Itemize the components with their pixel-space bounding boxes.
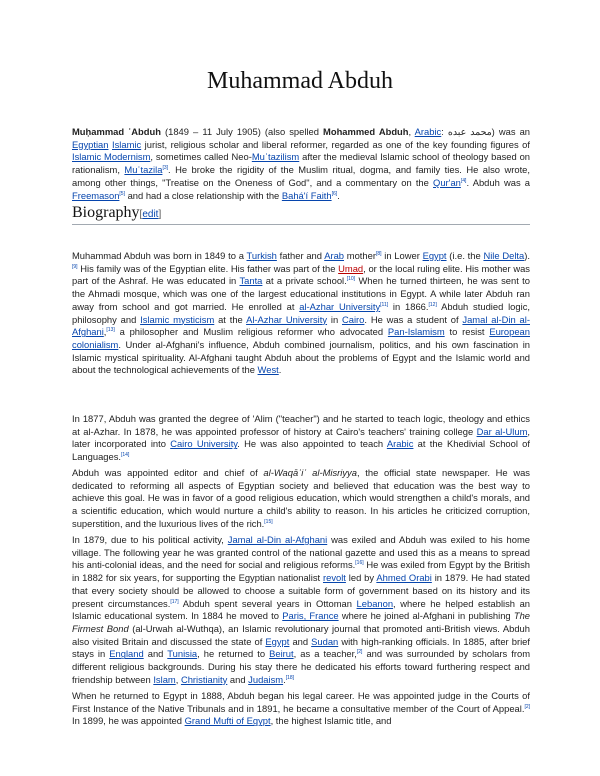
islamic-link[interactable]: Islamic bbox=[112, 138, 142, 150]
biography-paragraph-2: In 1877, Abduh was granted the degree of 'Alim ("teacher") and he started to teach logic, theology and ethics at al-Azhar. In 1878, he was appointed professor of history at Cairo's teachers' training college Dar al-Ulum, later incorporated into Cairo University. He was also appointed to teach Arabic at the Khedivial School of Languages.[14] bbox=[72, 413, 530, 463]
arabic-link[interactable]: Arabic bbox=[414, 126, 442, 137]
citation[interactable]: [17] bbox=[170, 598, 179, 605]
afghani-link-2[interactable]: Jamal al-Din al-Afghani bbox=[227, 534, 328, 545]
dar-al-ulum-link[interactable]: Dar al-Ulum bbox=[476, 425, 528, 437]
arabic-name: : محمد عبده bbox=[441, 126, 492, 137]
egyptian-link[interactable]: Egyptian bbox=[72, 138, 109, 150]
beirut-link[interactable]: Beirut bbox=[269, 648, 294, 660]
revolt-link[interactable]: revolt bbox=[322, 572, 346, 584]
cairo-link[interactable]: Cairo bbox=[341, 313, 365, 325]
tunisia-link[interactable]: Tunisia bbox=[167, 648, 198, 660]
arab-link[interactable]: Arab bbox=[324, 250, 345, 261]
citation[interactable]: [9] bbox=[72, 263, 78, 270]
islamic-modernism-link[interactable]: Islamic Modernism bbox=[72, 151, 151, 163]
islam-link[interactable]: Islam bbox=[153, 673, 176, 685]
lead-text: . He broke the rigidity of the Muslim ritual, dogma, and family ties. He also wrote, among other things, "Treatise on the Oneness of God", and a commentary on the bbox=[72, 164, 530, 188]
lead-text: after the medieval Islamic school of theology based on rationalism, bbox=[72, 151, 530, 176]
pan-islamism-link[interactable]: Pan-Islamism bbox=[387, 326, 445, 338]
citation[interactable]: [10] bbox=[346, 276, 356, 283]
quran-link[interactable]: Qur'an bbox=[433, 176, 461, 188]
ahmed-orabi-link[interactable]: Ahmed Orabi bbox=[376, 572, 432, 584]
section-heading-biography bbox=[72, 204, 530, 225]
west-link[interactable]: West bbox=[257, 364, 279, 376]
citation[interactable]: [11] bbox=[380, 301, 389, 308]
afghani-link[interactable]: Jamal al-Din al-Afghani bbox=[72, 313, 530, 338]
biography-paragraph-3: Abduh was appointed editor and chief of al-Waqāʾiʿ al-Misriyya, the official state newspaper. He was dedicated to reforming all aspects of Egyptian society and believed that education was the best way to achieve this goal. He was in favor of a good religious education, which would strengthen a child's morals, and a scientific education, which would nurture a child's ability to reason. In his articles he criticized corruption, superstition, and the luxurious lives of the rich.[15] bbox=[72, 467, 530, 529]
page-title: Muhammad Abduh bbox=[207, 68, 393, 94]
al-azhar-link[interactable]: al-Azhar University bbox=[299, 300, 381, 312]
nile-delta-link[interactable]: Nile Delta bbox=[483, 250, 525, 261]
biography-paragraph-4: In 1879, due to his political activity, Jamal al-Din al-Afghani was exiled and Abduh was exiled to his home village. The following year he was granted control of the national gazette and used this as a means to spread his anti-colonial ideas, and the need for social and religious reforms.[16] He was exiled from Egypt by the British in 1882 for six years, for supporting the Egyptian nationalist revolt led by Ahmed Orabi in 1879. He had stated that every society should be allowed to choose a suitable form of government based on its history and its present circumstances.[17] Abduh spent several years in Ottoman Lebanon, where he helped establish an Islamic educational system. In 1884 he moved to Paris, France where he joined al-Afghani in publishing The Firmest Bond (al-Urwah al-Wuthqa), an Islamic revolutionary journal that promoted anti-British views. Abduh also visited Britain and discussed the state of Egypt and Sudan with high-ranking officials. In 1885, after brief stays in England and Tunisia, he returned to Beirut, as a teacher,[2] and was surrounded by scholars from different religious backgrounds. During his stay there he dedicated his efforts toward furthering respect and friendship between Islam, Christianity and Judaism.[18] bbox=[72, 534, 531, 685]
bahai-link[interactable]: Bahá'í Faith bbox=[281, 189, 332, 201]
tanta-link[interactable]: Tanta bbox=[239, 275, 263, 287]
mutazila-link[interactable]: Muʿtazila bbox=[124, 164, 163, 176]
england-link[interactable]: England bbox=[109, 648, 144, 660]
citation[interactable]: [5] bbox=[119, 190, 125, 197]
lead-text: and had a close relationship with the bbox=[124, 189, 282, 201]
sudan-link[interactable]: Sudan bbox=[311, 635, 339, 647]
lead-name: Muḥammad ʿAbduh bbox=[72, 126, 161, 137]
lead-text: . Abduh was a bbox=[466, 176, 531, 188]
judaism-link[interactable]: Judaism bbox=[248, 673, 284, 685]
citation[interactable]: [15] bbox=[264, 518, 273, 525]
citation[interactable]: [8] bbox=[375, 250, 382, 257]
citation[interactable]: [13] bbox=[106, 327, 115, 334]
biography-paragraph-1: Muhammad Abduh was born in 1849 to a Turkish father and Arab mother[8] in Lower Egypt (i.e. the Nile Delta).[9] His family was of the Egyptian elite. His father was part of the Umad, or the local ruling elite. His mother was part of the Ashraf. He was educated in Tanta at a private school.[10] When he turned thirteen, he was sent to the Ahmadi mosque, which was one of the largest educational institutions in Egypt. A while later Abduh ran away from school and got married. He enrolled at al-Azhar University[11] in 1866.[12] Abduh studied logic, philosophy and Islamic mysticism at the Al-Azhar University in Cairo. He was a student of Jamal al-Din al-Afghani,[13] a philosopher and Muslim religious reformer who advocated Pan-Islamism to resist European colonialism. Under al-Afghani's influence, Abduh combined journalism, politics, and his own fascination in Islamic mystical spirituality. Al-Afghani taught Abduh about the problems of Egypt and the Islamic world and about the technological achievements of the West. bbox=[72, 250, 530, 376]
citation[interactable]: [2] bbox=[524, 703, 530, 710]
arabic-link-2[interactable]: Arabic bbox=[386, 438, 414, 450]
lead-text: jurist, religious scholar and liberal reformer, regarded as one of the key founding figures of bbox=[141, 138, 530, 150]
islamic-mysticism-link[interactable]: Islamic mysticism bbox=[140, 313, 215, 325]
paris-link[interactable]: Paris, France bbox=[282, 610, 339, 622]
citation[interactable]: [4] bbox=[460, 177, 467, 184]
turkish-link[interactable]: Turkish bbox=[246, 250, 277, 261]
european-colonialism-link[interactable]: European colonialism bbox=[72, 326, 530, 350]
edit-anchor[interactable]: edit bbox=[142, 209, 159, 220]
citation[interactable]: [16] bbox=[355, 560, 364, 567]
lead-paragraph: Muḥammad ʿAbduh (1849 – 11 July 1905) (also spelled Mohammed Abduh, Arabic: محمد عبده) was an Egyptian Islamic jurist, religious scholar and liberal reformer, regarded as one of the key founding figures of Islamic Modernism, sometimes called Neo-Muʿtazilism after the medieval Islamic school of theology based on rationalism, Muʿtazila[3]. He broke the rigidity of the Muslim ritual, dogma, and family ties. He also wrote, among other things, "Treatise on the Oneness of God", and a commentary on the Qur'an[4]. Abduh was a Freemason[5] and had a close relationship with the Bahá'í Faith[6]. bbox=[72, 126, 531, 201]
lebanon-link[interactable]: Lebanon bbox=[356, 597, 394, 609]
citation[interactable]: [14] bbox=[121, 451, 130, 458]
cairo-university-link[interactable]: Cairo University bbox=[170, 438, 238, 450]
lead-text: . bbox=[337, 189, 340, 201]
umad-link[interactable]: Umad bbox=[338, 262, 364, 274]
citation[interactable]: [12] bbox=[428, 301, 437, 308]
freemason-link[interactable]: Freemason bbox=[72, 189, 120, 201]
citation[interactable]: [6] bbox=[331, 190, 338, 197]
egypt-link[interactable]: Egypt bbox=[422, 250, 447, 261]
citation[interactable]: [2] bbox=[356, 649, 363, 656]
citation[interactable]: [18] bbox=[285, 674, 295, 681]
lead-text: , sometimes called Neo- bbox=[150, 151, 252, 163]
lead-text: (1849 – 11 July 1905) (also spelled bbox=[160, 126, 324, 137]
grand-mufti-link[interactable]: Grand Mufti of Egypt bbox=[184, 715, 271, 727]
lead-alt-name: Mohammed Abduh bbox=[323, 126, 409, 137]
al-azhar-university-link[interactable]: Al-Azhar University bbox=[246, 313, 328, 325]
citation[interactable]: [3] bbox=[162, 164, 168, 171]
mutazilism-link[interactable]: Muʿtazilism bbox=[251, 151, 300, 163]
section-heading-text: Biography bbox=[72, 204, 140, 221]
edit-link[interactable]: [edit] bbox=[139, 209, 162, 220]
egypt-link-2[interactable]: Egypt bbox=[265, 635, 290, 647]
biography-paragraph-5: When he returned to Egypt in 1888, Abduh began his legal career. He was appointed judge in the Courts of First Instance of the Native Tribunals and in 1891, he became a consultative member of the Court of Appeal.[2] In 1899, he was appointed Grand Mufti of Egypt, the highest Islamic title, and bbox=[72, 690, 530, 727]
lead-text: ) was an bbox=[491, 126, 530, 137]
christianity-link[interactable]: Christianity bbox=[180, 673, 228, 685]
